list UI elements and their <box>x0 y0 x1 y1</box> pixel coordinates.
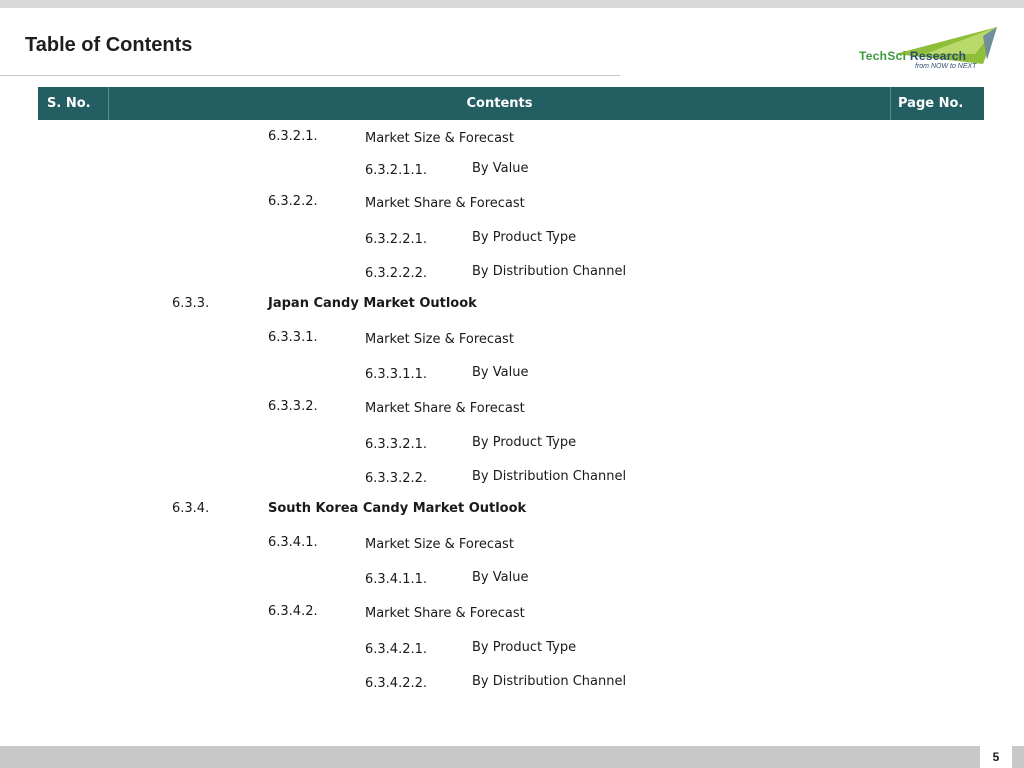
toc-entry-number: 6.3.2.2.2. <box>365 266 428 281</box>
header-page-no: Page No. <box>898 96 964 111</box>
toc-entry-number: 6.3.3.1. <box>268 330 318 345</box>
footer-bar <box>0 746 1024 768</box>
toc-entry-number: 6.3.3.2.2. <box>365 471 428 486</box>
page-title: Table of Contents <box>25 34 193 56</box>
toc-entry-label: Market Share & Forecast <box>365 401 525 416</box>
header-sno: S. No. <box>38 87 109 120</box>
toc-entry <box>0 604 1024 628</box>
toc-entry <box>0 159 1024 183</box>
toc-entry <box>0 501 1024 525</box>
toc-entry-number: 6.3.4.2. <box>268 604 318 619</box>
toc-entry-label: Market Size & Forecast <box>365 332 514 347</box>
toc-entry <box>0 467 1024 491</box>
toc-entry <box>0 399 1024 423</box>
toc-entry <box>0 638 1024 662</box>
toc-entry-label: By Product Type <box>472 230 577 245</box>
toc-entry-label: Market Size & Forecast <box>365 537 514 552</box>
toc-entry-number: 6.3.3. <box>172 296 210 311</box>
toc-entry-label: Market Size & Forecast <box>365 131 514 146</box>
toc-entry <box>0 262 1024 286</box>
title-divider <box>0 75 620 76</box>
toc-entry-label: By Distribution Channel <box>472 674 627 689</box>
toc-entry <box>0 296 1024 320</box>
logo-text-part2: Research <box>906 49 967 63</box>
toc-entry-label: South Korea Candy Market Outlook <box>268 501 527 516</box>
toc-entry-number: 6.3.2.1. <box>268 129 318 144</box>
toc-entry-label: By Value <box>472 570 529 585</box>
toc-entry <box>0 330 1024 354</box>
toc-entry <box>0 228 1024 252</box>
toc-entry <box>0 129 1024 153</box>
toc-entry-number: 6.3.3.2.1. <box>365 437 428 452</box>
toc-entry <box>0 568 1024 592</box>
toc-entry-number: 6.3.4.1.1. <box>365 572 428 587</box>
toc-entry-label: By Product Type <box>472 435 577 450</box>
toc-entry-number: 6.3.4. <box>172 501 210 516</box>
logo-text <box>859 49 966 63</box>
toc-entry-number: 6.3.4.2.1. <box>365 642 428 657</box>
toc-entry-label: By Distribution Channel <box>472 264 627 279</box>
toc-entry-number: 6.3.3.1.1. <box>365 367 428 382</box>
top-bar <box>0 0 1024 8</box>
logo-text-part1: TechSci <box>859 49 907 63</box>
toc-entry-number: 6.3.4.2.2. <box>365 676 428 691</box>
toc-entry-label: By Value <box>472 161 529 176</box>
header-contents: Contents <box>109 87 891 120</box>
toc-entry <box>0 363 1024 387</box>
toc-entry-number: 6.3.2.2. <box>268 194 318 209</box>
toc-table-header <box>38 87 984 120</box>
toc-entry <box>0 194 1024 218</box>
toc-entry <box>0 433 1024 457</box>
toc-entry-number: 6.3.3.2. <box>268 399 318 414</box>
toc-entry-label: Market Share & Forecast <box>365 606 525 621</box>
toc-entry-number: 6.3.2.1.1. <box>365 163 428 178</box>
toc-entry-label: Japan Candy Market Outlook <box>268 296 477 311</box>
toc-entry-label: By Value <box>472 365 529 380</box>
toc-entry <box>0 535 1024 559</box>
toc-entry-number: 6.3.4.1. <box>268 535 318 550</box>
toc-entry-label: By Product Type <box>472 640 577 655</box>
page-number: 5 <box>980 746 1012 768</box>
logo-tagline: from NOW to NEXT <box>915 63 977 70</box>
techsci-logo <box>855 24 1005 74</box>
toc-entry-number: 6.3.2.2.1. <box>365 232 428 247</box>
toc-entry-label: By Distribution Channel <box>472 469 627 484</box>
toc-entry <box>0 672 1024 696</box>
toc-entry-label: Market Share & Forecast <box>365 196 525 211</box>
